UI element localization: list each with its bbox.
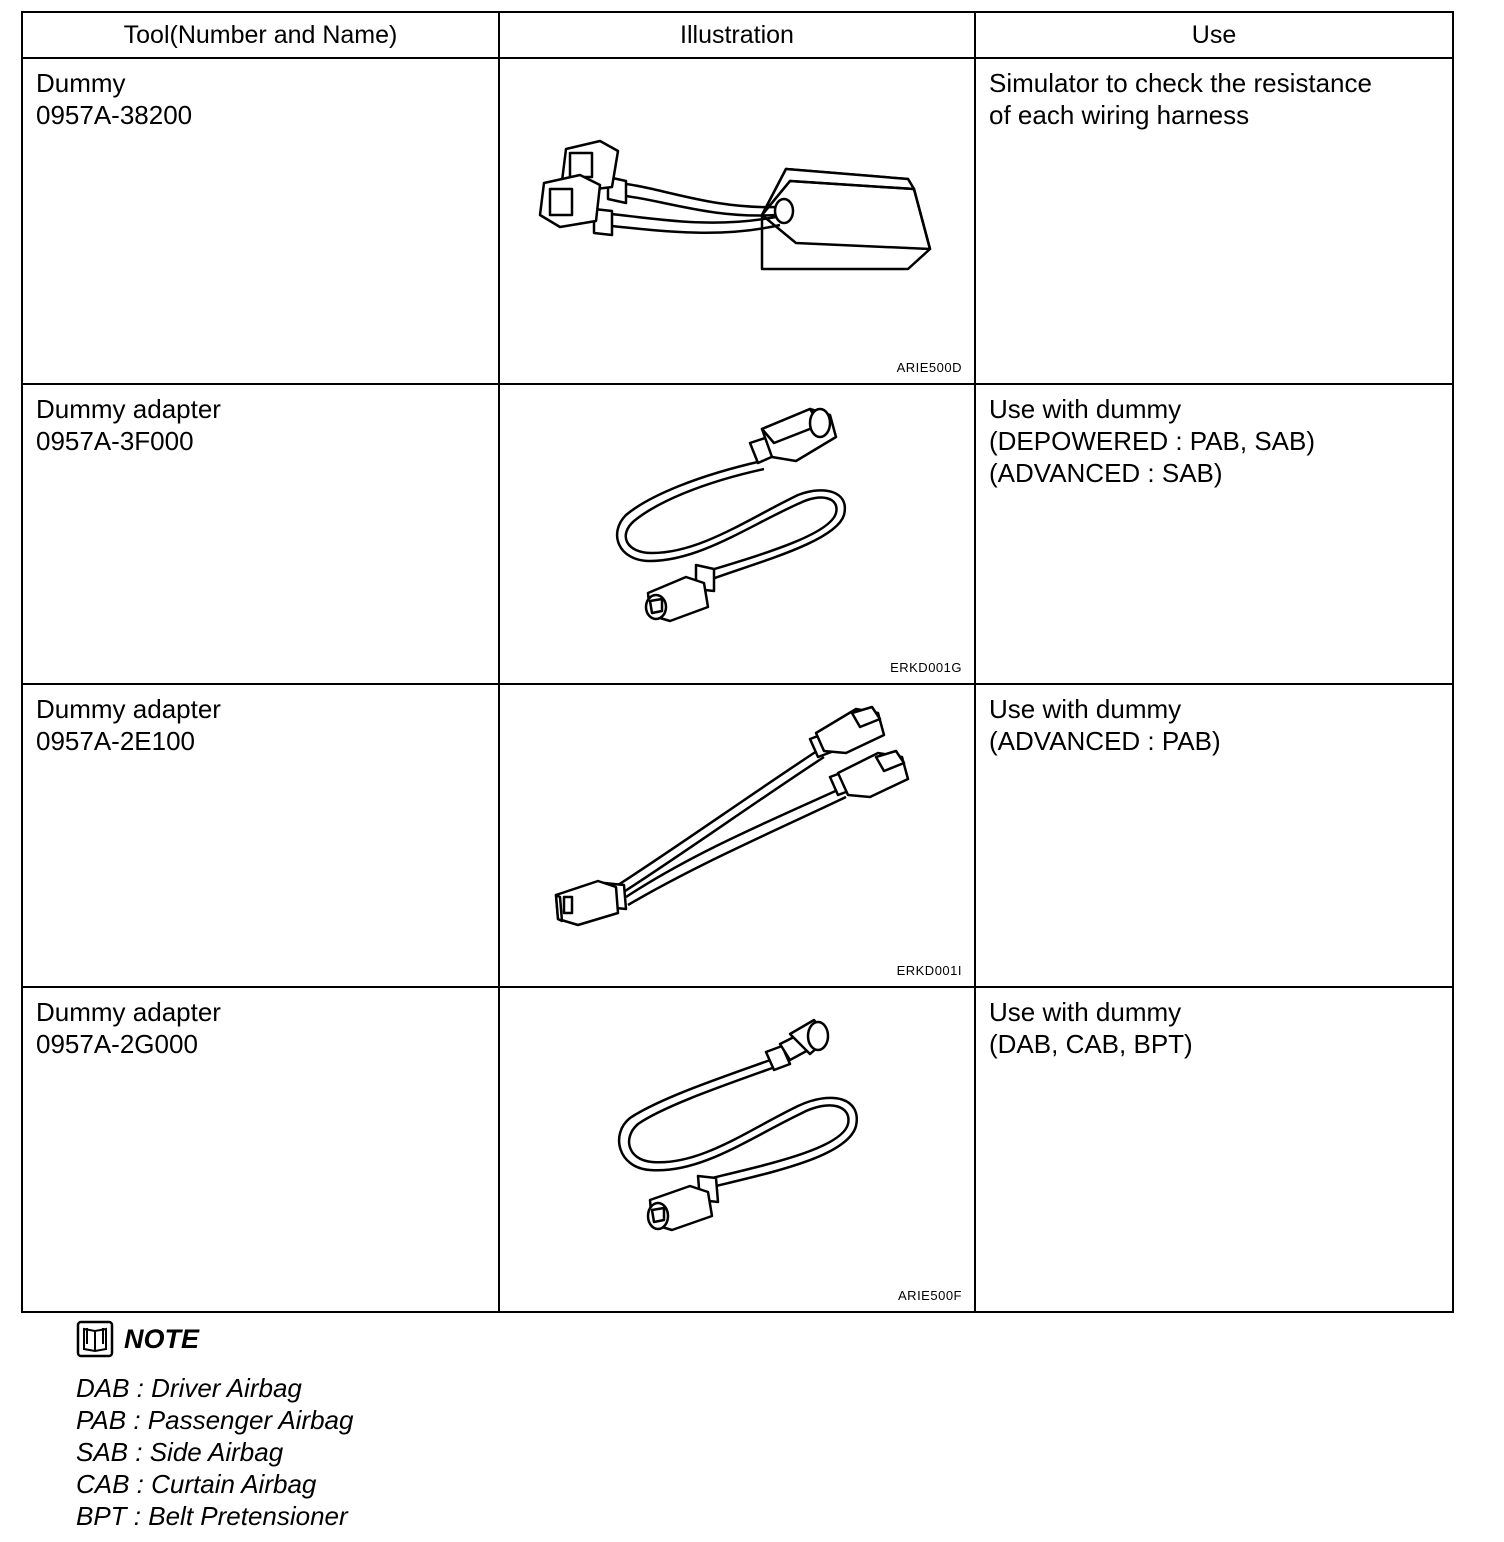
table-header-row xyxy=(22,12,1453,58)
use-line: Use with dummy xyxy=(989,394,1182,424)
table-row xyxy=(22,987,1453,1312)
table-row xyxy=(22,684,1453,987)
dummy-adapter-2e100-illustration xyxy=(500,685,976,978)
tool-name: Dummy adapter xyxy=(36,997,221,1027)
note-item: SAB : Side Airbag xyxy=(76,1437,284,1467)
illustration-cell xyxy=(499,684,975,987)
use-cell xyxy=(975,58,1453,384)
tool-number: 0957A-2E100 xyxy=(36,726,196,756)
use-cell xyxy=(975,384,1453,684)
use-line: (DAB, CAB, BPT) xyxy=(989,1029,1193,1059)
header-illustration: Illustration xyxy=(499,12,975,58)
illustration-code: ARIE500D xyxy=(896,360,962,375)
illustration-cell xyxy=(499,987,975,1312)
tool-number: 0957A-38200 xyxy=(36,100,193,130)
tool-number: 0957A-3F000 xyxy=(36,426,194,456)
illustration-cell xyxy=(499,58,975,384)
tool-number: 0957A-2G000 xyxy=(36,1029,198,1059)
dummy-adapter-2g000-illustration xyxy=(500,988,976,1303)
tool-cell xyxy=(22,58,499,384)
note-item: BPT : Belt Pretensioner xyxy=(76,1501,348,1531)
use-line: (DEPOWERED : PAB, SAB) xyxy=(989,426,1316,456)
dummy-module-illustration xyxy=(500,59,976,375)
use-cell xyxy=(975,684,1453,987)
note-item: PAB : Passenger Airbag xyxy=(76,1405,354,1435)
tool-name: Dummy xyxy=(36,68,126,98)
use-line: Use with dummy xyxy=(989,997,1182,1027)
tool-name: Dummy adapter xyxy=(36,694,221,724)
use-line: (ADVANCED : PAB) xyxy=(989,726,1221,756)
note-item: CAB : Curtain Airbag xyxy=(76,1469,317,1499)
header-use: Use xyxy=(975,12,1453,58)
header-tool: Tool(Number and Name) xyxy=(22,12,499,58)
note-list xyxy=(76,1372,353,1532)
use-cell xyxy=(975,987,1453,1312)
tool-name: Dummy adapter xyxy=(36,394,221,424)
table-row xyxy=(22,58,1453,384)
note-section xyxy=(76,1318,353,1532)
tool-cell xyxy=(22,684,499,987)
note-item: DAB : Driver Airbag xyxy=(76,1373,302,1403)
table-row xyxy=(22,384,1453,684)
illustration-code: ERKD001I xyxy=(896,963,962,978)
use-line: Simulator to check the resistance xyxy=(989,68,1372,98)
book-icon xyxy=(76,1320,114,1358)
note-title: NOTE xyxy=(124,1323,200,1354)
use-line: of each wiring harness xyxy=(989,100,1250,130)
note-header xyxy=(76,1318,353,1360)
special-tools-table xyxy=(21,11,1454,1313)
illustration-cell xyxy=(499,384,975,684)
tool-cell xyxy=(22,384,499,684)
tool-cell xyxy=(22,987,499,1312)
dummy-adapter-3f000-illustration xyxy=(500,385,976,675)
illustration-code: ERKD001G xyxy=(890,660,962,675)
use-line: (ADVANCED : SAB) xyxy=(989,458,1223,488)
illustration-code: ARIE500F xyxy=(898,1288,962,1303)
use-line: Use with dummy xyxy=(989,694,1182,724)
